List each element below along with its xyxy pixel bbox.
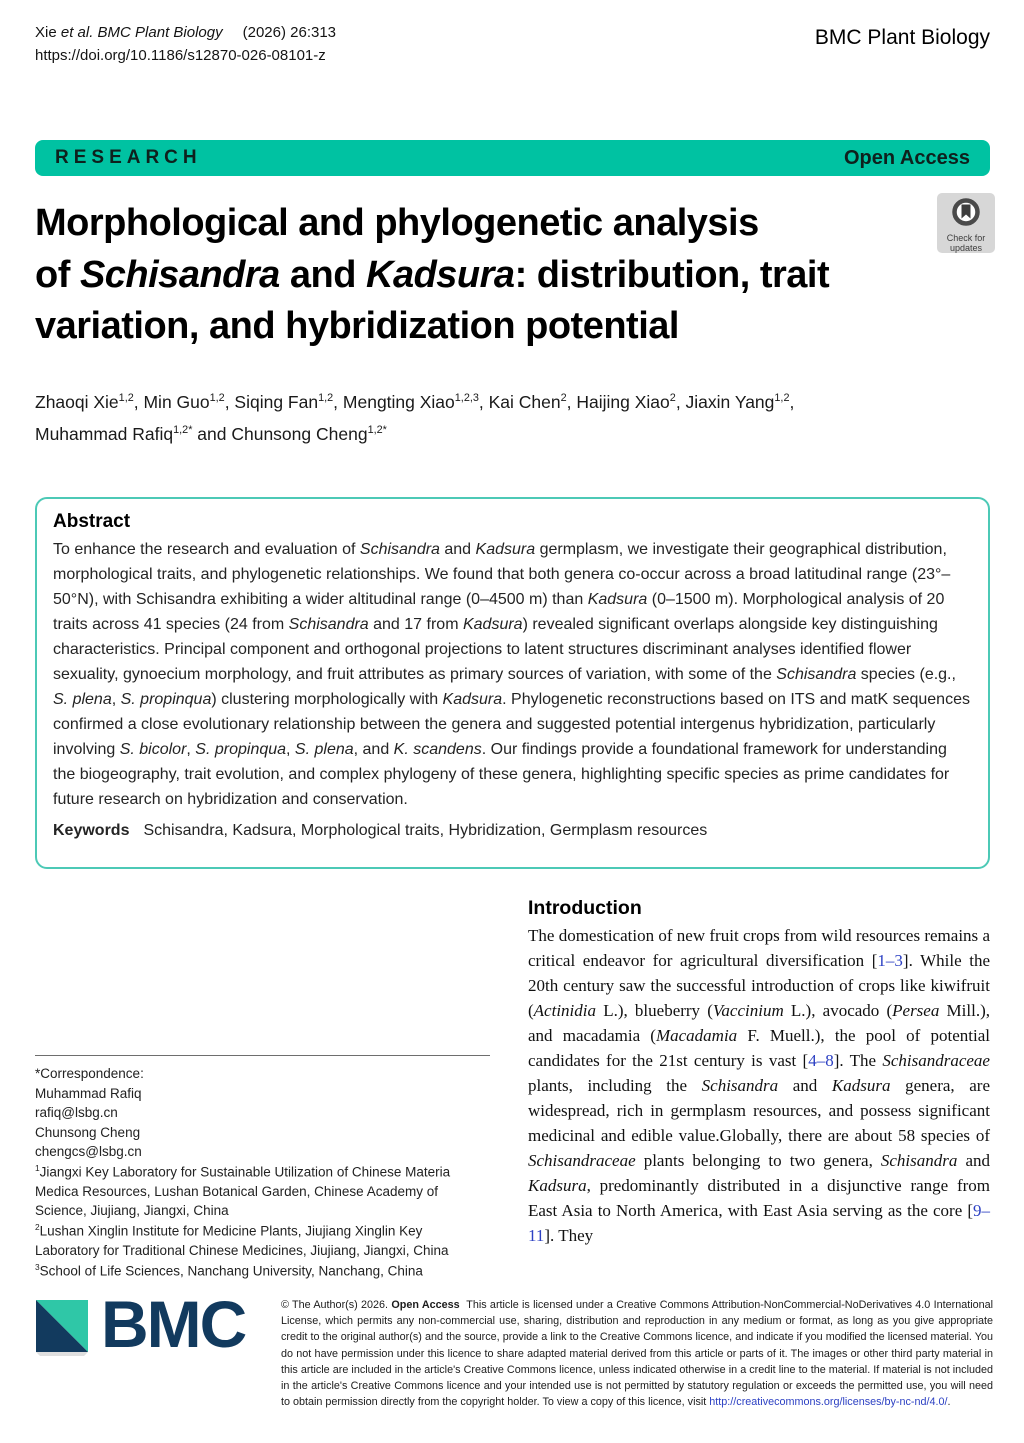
affiliation-2: $^2$Lushan Xinglin Institute for Medicine Plants, Jiujiang Xinglin Key Laboratory for Traditional Chinese Medicines, Jiujiang, Jiangxi, China (35, 1222, 449, 1259)
affiliation-1: $^1$Jiangxi Key Laboratory for Sustainable Utilization of Chinese Materia Medica Resources, Lushan Botanical Garden, Chinese Academy of Science, Jiujiang, Jiangxi, China (35, 1162, 451, 1219)
correspondence-label: *Correspondence: (35, 1066, 144, 1081)
doi-text: https://doi.org/10.1186/s12870-026-08101-z (35, 46, 326, 64)
left-column (35, 897, 490, 1281)
citation-journal-italic: et al. BMC Plant Biology (60, 24, 223, 41)
author-list: Zhaoqi Xie$^{1,2}$, Min Guo$^{1,2}$, Siqing Fan$^{1,2}$, Mengting Xiao$^{1,2,3}$, Kai Chen$^2$, Haijing Xiao$^2$, Jiaxin Yang$^{1,2}$, Muhammad Rafiq$^{1,2*}$ and Chunsong Cheng$^{1,2*}$ (35, 392, 795, 445)
correspondent-email: chengcs@lsbg.cn (35, 1144, 142, 1160)
keywords-label: Keywords (53, 822, 130, 840)
citation-volume: (2026) 26:313 (242, 24, 337, 41)
bmc-logo (35, 1287, 246, 1362)
abstract-box (35, 497, 990, 869)
keywords-text: Schisandra, Kadsura, Morphological traits, Hybridization, Germplasm resources (143, 822, 708, 840)
introduction-heading: Introduction (528, 897, 642, 919)
article-type-banner (35, 140, 990, 176)
paper-title: Morphological and phylogenetic analysis of Schisandra and Kadsura: distribution, trait variation, and hybridization potential (35, 202, 830, 348)
citation-link[interactable]: 4–8 (808, 1050, 834, 1070)
journal-name: BMC Plant Biology (814, 26, 990, 49)
correspondent-name: Chunsong Cheng (35, 1124, 141, 1140)
introduction-body: The domestication of new fruit crops from wild resources remains a critical endeavor for agricultural diversification [1–3]. While the 20th century saw the successful introduction of crops like kiwifruit (Actinidia L.), blueberry (Vaccinium L.), avocado (Persea Mill.), and macadamia (Macadamia F. Muell.), the pool of potential candidates for the 21st century is vast [4–8]. The Schisandraceae plants, including the Schisandra and Kadsura genera, are widespread, rich in germplasm resources, and possess significant medicinal and edible value.Globally, there are about 58 species of Schisandraceae plants belonging to two genera, Schisandra and Kadsura, predominantly distributed in a disjunctive range from East Asia to North America, with East Asia serving as the core [9–11]. They (528, 926, 991, 1245)
license-text: © The Author(s) 2026. Open Access This article is licensed under a Creative Commons Attribution-NonCommercial-NoDerivatives 4.0 International License, which permits any non-commercial use, sharing, distribution and reproduction in any medium or format, as long as you give appropriate credit to the original author(s) and the source, provide a link to the Creative Commons licence, and indicate if you modified the licensed material. You do not have permission under this licence to share adapted material derived from this article or parts of it. The images or other third party material in this article are included in the article's Creative Commons licence, unless indicated otherwise in a credit line to the material. If material is not included in the article's Creative Commons licence and your intended use is not permitted by statutory regulation or exceeds the permitted use, you will need to obtain permission directly from the copyright holder. To view a copy of this licence, visit http://creativecommons.org/licenses/by-nc-nd/4.0/. (281, 1299, 994, 1409)
header-citation (35, 22, 336, 67)
citation-link[interactable]: 9–11 (528, 1200, 990, 1245)
license-link[interactable]: http://creativecommons.org/licenses/by-nc-nd/4.0/ (709, 1396, 948, 1409)
two-column-area (35, 897, 990, 1281)
correspondent-email: rafiq@lsbg.cn (35, 1105, 118, 1121)
correspondent-name: Muhammad Rafiq (35, 1085, 142, 1101)
introduction-section (528, 897, 990, 1281)
keywords-line (53, 822, 972, 840)
citation-line: Xie et al. BMC Plant Biology (2026) 26:313 (35, 24, 337, 41)
bmc-logo-text: BMC (101, 1287, 246, 1361)
bmc-logo-icon (35, 1299, 89, 1362)
check-updates-icon (951, 197, 981, 232)
abstract-body: To enhance the research and evaluation of Schisandra and Kadsura germplasm, we investigate their geographical distribution, morphological traits, and phylogenetic relationships. We found that both genera co-occur across a broad latitudinal range (23°–50°N), with Schisandra exhibiting a wider altitudinal range (0–4500 m) than Kadsura (0–1500 m). Morphological analysis of 20 traits across 41 species (24 from Schisandra and 17 from Kadsura) revealed significant overlaps alongside key distinguishing characteristics. Principal component and orthogonal projections to latent structures discriminant analyses identified flower sexuality, gynoecium morphology, and fruit attributes as primary sources of variation, with some of the Schisandra species (e.g., S. plena, S. propinqua) clustering morphologically with Kadsura. Phylogenetic reconstructions based on ITS and matK sequences confirmed a close evolutionary relationship between the genera and suggested potential intergenus hybridization, particularly involving S. bicolor, S. propinqua, S. plena, and K. scandens. Our findings provide a foundational framework for understanding the biogeography, trait evolution, and complex phylogeny of these genera, highlighting specific species as prime candidates for future research on hybridization and conservation. (53, 541, 970, 808)
research-label: RESEARCH (55, 147, 202, 168)
affiliation-3: $^3$School of Life Sciences, Nanchang University, Nanchang, China (35, 1261, 423, 1279)
footnote-divider (35, 1055, 490, 1056)
footnotes-block (35, 1055, 490, 1281)
check-updates-label: Check for updates (946, 233, 986, 254)
check-updates-button[interactable] (937, 193, 995, 253)
citation-link[interactable]: 1–3 (877, 950, 903, 970)
abstract-heading: Abstract (53, 511, 131, 532)
open-access-label: Open Access (844, 146, 970, 169)
